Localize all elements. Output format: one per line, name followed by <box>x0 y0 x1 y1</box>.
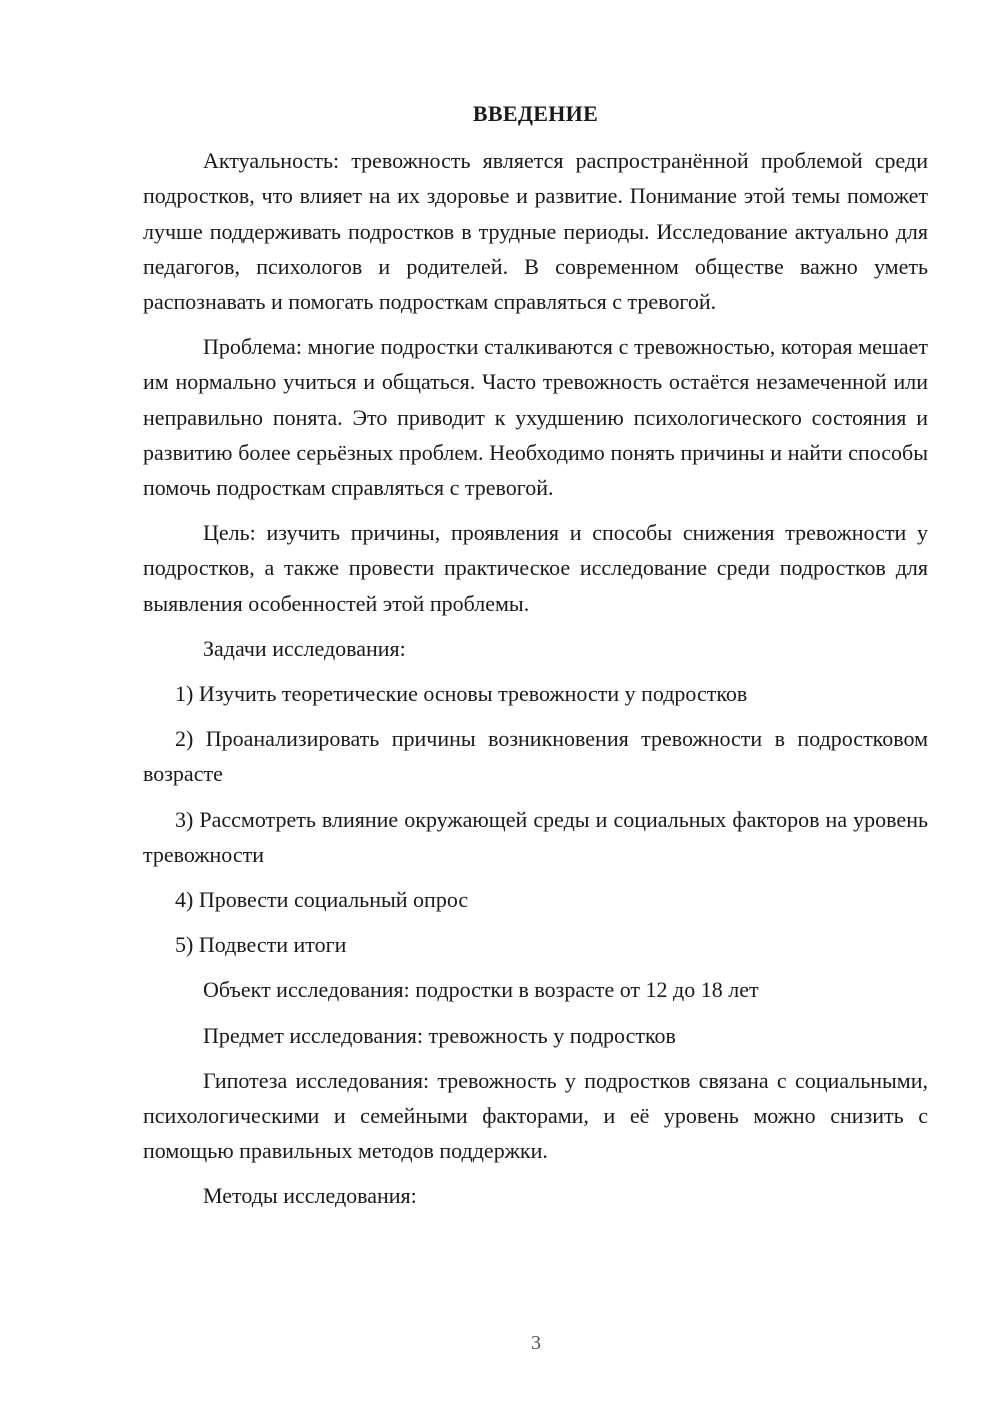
task-item-5: 5) Подвести итоги <box>175 932 347 958</box>
task-item-3: 3) Рассмотреть влияние окружающей среды и социальных факторов на уровень тревожности <box>143 806 928 867</box>
goal-paragraph: Цель: изучить причины, проявления и способы снижения тревожности у подростков, а также провести практическое исследование среди подростков для выявления особенностей этой проблемы. <box>143 520 928 616</box>
relevance-paragraph: Актуальность: тревожность является распространённой проблемой среди подростков, что влияет на их здоровье и развитие. Понимание этой темы поможет лучше поддерживать подростков в трудные периоды. Исследование актуально для педагогов, психологов и родителей. В современном обществе важно уметь распознавать и помогать подросткам справляться с тревогой. <box>143 148 928 315</box>
hypothesis-paragraph: Гипотеза исследования: тревожность у подростков связана с социальными, психологическими и семейными факторами, и её уровень можно снизить с помощью правильных методов поддержки. <box>143 1067 928 1164</box>
subject-paragraph: Предмет исследования: тревожность у подростков <box>203 1022 676 1048</box>
object-paragraph: Объект исследования: подростки в возрасте от 12 до 18 лет <box>203 977 759 1003</box>
task-item-2: 2) Проанализировать причины возникновения тревожности в подростковом возрасте <box>143 726 928 787</box>
page-content <box>143 96 928 1224</box>
task-item-1: 1) Изучить теоретические основы тревожности у подростков <box>175 681 748 707</box>
section-title: ВВЕДЕНИЕ <box>472 101 599 126</box>
methods-heading: Методы исследования: <box>203 1183 417 1209</box>
page-number: 3 <box>531 1332 541 1354</box>
tasks-heading: Задачи исследования: <box>203 635 406 661</box>
task-item-4: 4) Провести социальный опрос <box>175 887 469 913</box>
problem-paragraph: Проблема: многие подростки сталкиваются с тревожностью, которая мешает им нормально учиться и общаться. Часто тревожность остаётся незамеченной или неправильно понята. Это приводит к ухудшению психологического состояния и развитию более серьёзных проблем. Необходимо понять причины и найти способы помочь подросткам справляться с тревогой. <box>143 334 928 501</box>
